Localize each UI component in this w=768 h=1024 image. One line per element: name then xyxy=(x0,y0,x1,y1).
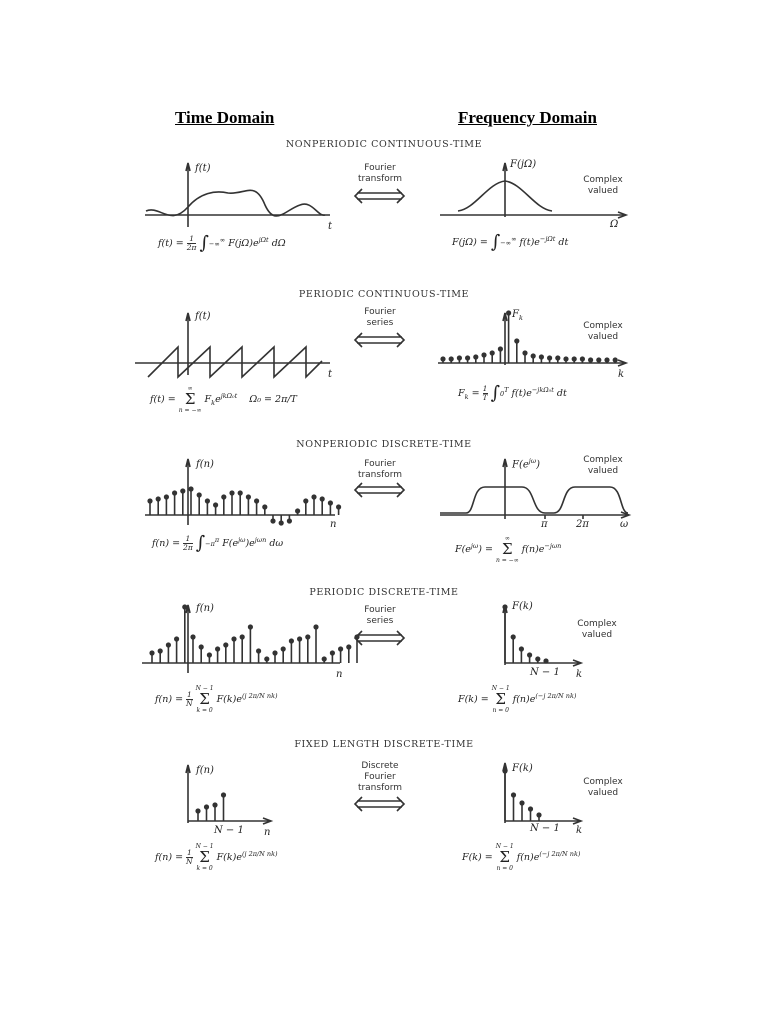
freq-axis-label: k xyxy=(618,369,625,380)
freq-axis-label: Ω xyxy=(610,219,619,230)
section-periodic-continuous xyxy=(0,285,768,435)
double-arrow-icon xyxy=(0,435,768,585)
dtft-inverse-equation: f(n) = $\frac{1}{2\pi}$ $\int-\pi^\pi$ $F(e^{j\omega})e^{j\omega n}$ dω xyxy=(152,532,284,554)
freq-signal-label: F(k) xyxy=(512,601,533,612)
section-fixed-length-discrete xyxy=(0,735,768,885)
inverse-transform-equation: f(t) = $\frac{1}{2\pi}$ ∫−∞∞ $F(j\Omega)e^{j\Omega t}$ dΩ xyxy=(158,232,286,254)
double-arrow-icon xyxy=(0,585,768,735)
complex-valued-note: Complex valued xyxy=(583,175,623,196)
time-signal-label: f(t) xyxy=(195,311,211,322)
dfs-synthesis-equation: f(n) = $\frac{1}{N}$ N − 1 Σ k = 0 $F(k)e^{(j 2\pi/N nk)}$ xyxy=(155,685,278,714)
tick-2pi: 2π xyxy=(576,519,589,530)
time-domain-header: Time Domain xyxy=(175,108,275,127)
complex-valued-note: Complex valued xyxy=(583,455,623,476)
freq-signal-label: $F(e^{j\omega})$ xyxy=(512,457,540,471)
fourier-series-analysis-equation: $F_k$ = $\frac{1}{T}$ $\int 0^T$ $f(t)e^{-jk\Omega_0t}$ dt xyxy=(458,382,567,404)
fourier-series-synthesis-equation: f(t) = ∞ Σ n = −∞ $F_ke^{jk\Omega_0t}$ Ω₀ = 2π/T xyxy=(150,385,297,414)
frequency-domain-header: Frequency Domain xyxy=(458,108,597,127)
tick-pi: π xyxy=(541,519,548,530)
forward-transform-equation: F(jΩ) = ∫−∞∞ $f(t)e^{-j\Omega t}$ dt xyxy=(452,231,569,253)
section-periodic-discrete xyxy=(0,585,768,735)
transform-label: Fourier transform xyxy=(357,459,403,480)
complex-valued-note: Complex valued xyxy=(583,777,623,798)
time-axis-label: n xyxy=(330,519,337,530)
freq-signal-label: F(k) xyxy=(512,763,533,774)
section-title: PERIODIC CONTINUOUS-TIME xyxy=(298,289,470,300)
dft-equation: F(k) = N − 1 Σ n = 0 $f(n)e^{(-j 2\pi/N nk)}$ xyxy=(462,843,581,872)
freq-signal-label: F(jΩ) xyxy=(510,159,537,170)
time-signal-label: f(n) xyxy=(196,459,214,470)
time-axis-label: n xyxy=(264,827,271,838)
freq-signal-label: $F_k$ xyxy=(512,309,523,322)
dfs-analysis-equation: F(k) = N − 1 Σ n = 0 $f(n)e^{(-j 2\pi/N nk)}$ xyxy=(458,685,577,714)
section-title: NONPERIODIC DISCRETE-TIME xyxy=(296,439,472,450)
idft-equation: f(n) = $\frac{1}{N}$ N − 1 Σ k = 0 $F(k)e^{(j 2\pi/N nk)}$ xyxy=(155,843,278,872)
section-nonperiodic-discrete xyxy=(0,435,768,585)
tick-n-minus-1: N − 1 xyxy=(530,823,560,834)
section-title: NONPERIODIC CONTINUOUS-TIME xyxy=(285,139,483,150)
time-signal-label: f(t) xyxy=(195,163,211,174)
double-arrow-icon xyxy=(0,735,768,885)
time-signal-label: f(n) xyxy=(196,765,214,776)
time-axis-label: n xyxy=(336,669,343,680)
freq-axis-label: k xyxy=(576,669,583,680)
fundamental-frequency-equation: Ω₀ = 2π/T xyxy=(249,394,297,405)
double-arrow-icon xyxy=(0,285,768,435)
freq-axis-label: k xyxy=(576,825,583,836)
freq-axis-label: ω xyxy=(620,519,629,530)
complex-valued-note: Complex valued xyxy=(583,321,623,342)
section-title: FIXED LENGTH DISCRETE-TIME xyxy=(294,739,474,750)
tick-n-minus-1: N − 1 xyxy=(214,825,244,836)
time-signal-label: f(n) xyxy=(196,603,214,614)
series-label: Fourier series xyxy=(364,605,396,626)
dtft-forward-equation: $F(e^{j\omega})$ = ∞ Σ n = −∞ $f(n)e^{-j\omega n}$ xyxy=(455,535,562,564)
section-title: PERIODIC DISCRETE-TIME xyxy=(309,587,459,598)
time-axis-label: t xyxy=(328,369,333,380)
series-label: Fourier series xyxy=(364,307,396,328)
complex-valued-note: Complex valued xyxy=(577,619,617,640)
double-arrow-icon xyxy=(0,135,768,285)
dft-label: Discrete Fourier transform xyxy=(357,761,403,793)
tick-n-minus-1: N − 1 xyxy=(530,667,560,678)
section-nonperiodic-continuous xyxy=(0,135,768,285)
time-axis-label: t xyxy=(328,221,333,232)
transform-label: Fourier transform xyxy=(357,163,403,184)
